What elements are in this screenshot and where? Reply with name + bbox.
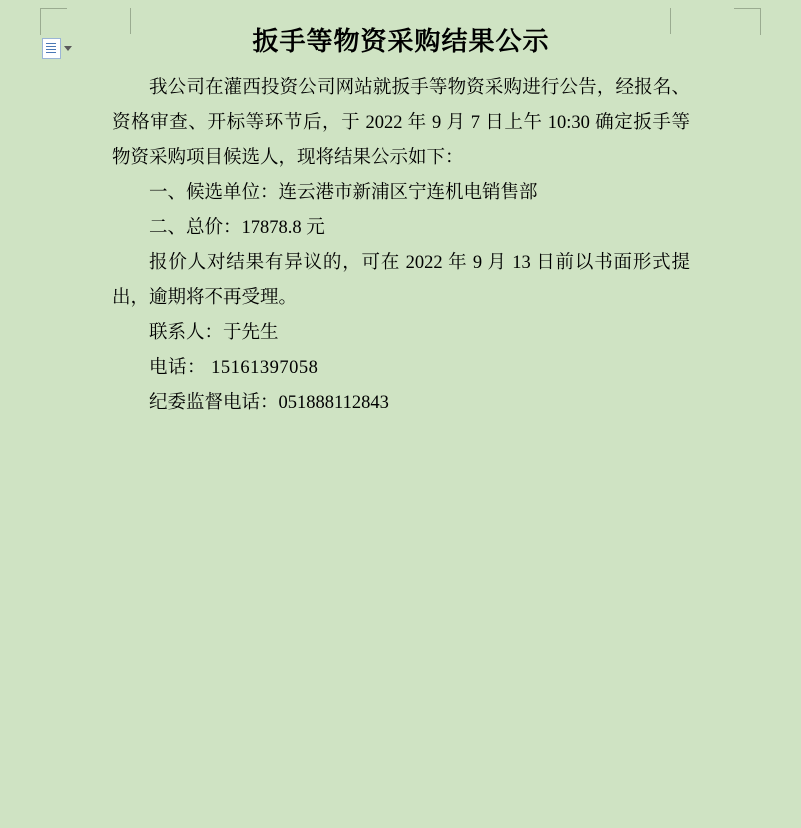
paragraph-intro: 我公司在灌西投资公司网站就扳手等物资采购进行公告，经报名、资格审查、开标等环节后，于 2022 年 9 月 7 日上午 10:30 确定扳手等物资采购项目候选人，现将结果公示如下： (112, 78, 690, 168)
paragraph-phone: 电话： 15161397058 (149, 358, 319, 378)
crop-mark-top-right (734, 8, 761, 35)
paragraph-contact-person: 联系人：于先生 (149, 323, 279, 343)
document-paste-icon[interactable] (42, 38, 61, 59)
crop-mark-top-left (40, 8, 67, 35)
paste-options-widget[interactable] (42, 38, 72, 59)
paragraph-supervision-phone: 纪委监督电话：051888112843 (149, 393, 389, 413)
paragraph-objection-notice: 报价人对结果有异议的，可在 2022 年 9 月 13 日前以书面形式提出，逾期将不再受理。 (112, 253, 690, 308)
chevron-down-icon[interactable] (64, 46, 72, 51)
document-body (112, 22, 690, 421)
paragraph-total-price: 二、总价：17878.8 元 (149, 218, 325, 238)
paragraph-candidate-unit: 一、候选单位：连云港市新浦区宁连机电销售部 (149, 183, 538, 203)
page-title: 扳手等物资采购结果公示 (252, 27, 550, 57)
